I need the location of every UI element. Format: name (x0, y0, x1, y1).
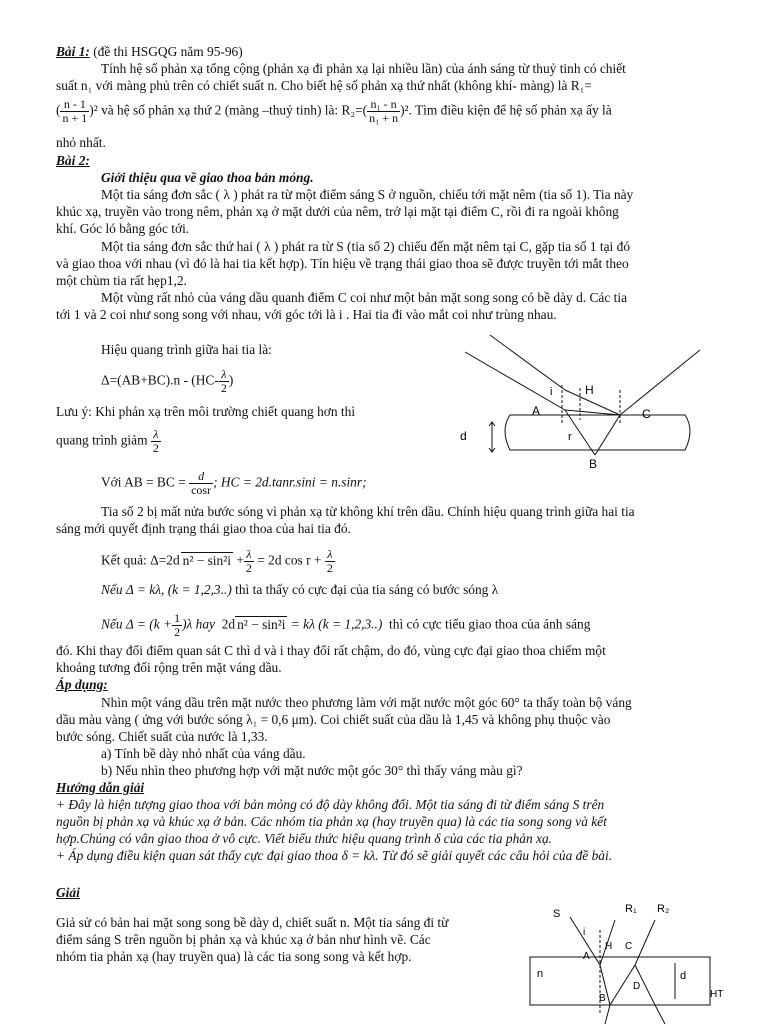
fig2-label-R2: R₂ (657, 903, 670, 915)
fig2-label-i: i (583, 927, 586, 938)
incident-ray-1 (490, 335, 565, 390)
bai2-p5a: đó. Khi thay đổi điểm quan sát C thì d và i thay đổi rất chậm, do đó, vùng cực đại giao thoa chiếm một (56, 643, 606, 658)
fig2-label-B: B (599, 993, 606, 1004)
fig2-label-d: d (680, 970, 687, 982)
r2-fraction: $\frac{\text{n₁ - n}}{\text{n₁ + n}}$ (369, 97, 399, 125)
solution-heading: Giải (56, 885, 80, 900)
fig1-label-d: d (460, 429, 467, 443)
bai2-p3a: Một vùng rất nhỏ của váng dầu quanh điểm C coi như một bản mặt song song có bề dày d. Các tia (101, 290, 628, 305)
solution-line1: Giả sử có bản hai mặt song song bề dày d, chiết suất n. Một tia sáng đi từ (56, 915, 449, 930)
apply-line3: bước sóng. Chiết suất của nước là 1,33. (56, 729, 268, 744)
bai2-p2a: Một tia sáng đơn sắc thứ hai ( λ ) phát ra từ S (tia số 2) chiếu đến mặt nêm tại C, gặp tia số 1 tại đó (101, 239, 631, 254)
fig2-label-A: A (583, 951, 590, 962)
internal-reflect (610, 965, 635, 1005)
guide-heading: Hướng dẫn giải (56, 780, 145, 795)
guide-line4: + Áp dụng điều kiện quan sát thấy cực đại giao thoa δ = kλ. Từ đó sẽ giải quyết các câu hỏi của đề bài. (56, 848, 613, 863)
bai2-p4a: Tia số 2 bị mất nửa bước sóng vì phản xạ từ không khí trên dầu. Chính hiệu quang trình giữa hai tia (101, 504, 635, 519)
incident-ray-2 (465, 352, 565, 410)
solution-line3: nhóm tia phản xạ (hay truyền qua) là các tia song song và kết hợp. (56, 949, 412, 964)
question-a: a) Tính bề dày nhỏ nhất của váng dầu. (101, 746, 306, 761)
condition-min: Nếu Δ = (k + $\frac{1}{2}$ )λ hay 2d n² − sin²i = kλ (k = 1,2,3..) thì có cực tiểu giao thoa của ánh sáng (101, 611, 591, 639)
bai2-heading: Bài 2: (56, 153, 90, 168)
bai2-p4b: sáng mới quyết định trạng thái giao thoa của hai tia đó. (56, 521, 351, 536)
bai1-source: (đề thi HSGQG năm 95-96) (89, 44, 243, 59)
bai2-p5b: khoảng tương đối rộng trên mặt váng dầu. (56, 660, 282, 675)
fig2-label-n: n (537, 968, 544, 980)
transmitted-1 (605, 1005, 610, 1024)
outgoing-ray (620, 350, 700, 415)
fig1-label-C: C (642, 407, 651, 421)
bai1-header-line (56, 44, 243, 60)
fig2-label-R1: R₁ (625, 903, 637, 915)
bai1-heading: Bài 1: (56, 44, 90, 59)
reflected-ray-bc (595, 415, 620, 455)
fig1-label-B: B (589, 457, 598, 471)
solution-line2: điểm sáng S trên nguồn bị phản xạ và khúc xạ ở bản như hình vẽ. Các (56, 932, 431, 947)
condition-max: Nếu Δ = kλ, (k = 1,2,3..) thì ta thấy có cực đại của tia sáng có bước sóng λ (101, 582, 499, 597)
transmitted-2 (655, 1005, 665, 1024)
multi-reflection-diagram (525, 895, 750, 1024)
bai2-subtitle: Giới thiệu qua về giao thoa bản mỏng. (101, 170, 314, 185)
fig2-label-S: S (553, 908, 561, 920)
fig2-label-HT: HT (710, 989, 724, 1000)
fig2-label-D: D (633, 981, 641, 992)
thin-film-diagram (450, 330, 730, 475)
guide-line2: nguồn bị phản xạ và khúc xạ ở bản. Các nhóm tia phản xạ (hay truyền qua) là các tia song song và kết (56, 814, 607, 829)
bai1-line3: ( $\frac{n - 1}{n + 1}$ )² và hệ số phản xạ thứ 2 (màng –thuỷ tinh) là: R₂=( $\frac{\text{n₁ - n}}{\text{n₁ + n}}$ )². Tìm điều kiện để hệ số phản xạ ấy là (56, 97, 612, 125)
r1-fraction: $\frac{n - 1}{n + 1}$ (62, 97, 88, 125)
bai1-line4: nhỏ nhất. (56, 135, 106, 150)
bai2-p2c: một chùm tia rất hẹp1,2. (56, 273, 187, 288)
fig1-label-i: i (550, 386, 553, 398)
result-formula: Kết quả: Δ=2d n² − sin²i + $\frac{\lambda}{2}$ = 2d cos r + $\frac{\lambda}{2}$ (101, 547, 333, 575)
bai2-p1c: khí. Góc ló bằng góc tới. (56, 221, 190, 236)
path-diff-label: Hiệu quang trình giữa hai tia là: (101, 342, 272, 357)
bai2-p3b: tới 1 và 2 coi như song song với nhau, với góc tới là i . Hai tia đi vào mắt coi như trùng nhau. (56, 307, 557, 322)
film-outline (505, 415, 690, 450)
guide-line1: + Đây là hiện tượng giao thoa với bản mỏng có độ dày không đổi. Một tia sáng đi từ điểm sáng S trên (56, 797, 605, 812)
apply-heading: Áp dụng: (56, 677, 108, 692)
fig1-label-A: A (532, 404, 541, 418)
delta-formula: Δ=(AB+BC).n - (HC- $\frac{\lambda}{2}$ ) (101, 367, 234, 395)
bai2-p1b: khúc xạ, truyền vào trong nêm, phản xạ ở mặt dưới của nêm, trở lại mặt tại điểm C, rồi đi ra ngoài không (56, 204, 619, 219)
ab-bc-formula: Với AB = BC = $\frac{d}{\cos r}$ ; HC = 2d.tanr.sini = n.sinr; (101, 469, 367, 497)
fig2-label-C: C (625, 941, 633, 952)
reflected-ray-r2 (635, 920, 655, 965)
fig1-label-H: H (585, 383, 594, 397)
bai1-line1: Tính hệ số phản xạ tổng cộng (phản xạ đi phản xạ lại nhiều lần) của ánh sáng từ thuỷ tinh có chiết (101, 61, 626, 76)
fig1-label-r: r (568, 431, 572, 443)
bai2-p1a: Một tia sáng đơn sắc ( λ ) phát ra từ một điểm sáng S ở nguồn, chiếu tới mặt nêm (tia số 1). Tia này (101, 187, 634, 202)
note-line-a: Lưu ý: Khi phản xạ trên môi trường chiết quang hơn thì (56, 404, 356, 419)
apply-line1: Nhìn một váng dầu trên mặt nước theo phương làm với mặt nước một góc 60° ta thấy toàn bộ váng (101, 695, 632, 710)
bai2-p2b: và giao thoa với nhau (vì đó là hai tia kết hợp). Tín hiệu về trạng thái giao thoa sẽ được truyền tới mắt theo (56, 256, 629, 271)
question-b: b) Nếu nhìn theo phương hợp với mặt nước một góc 30° thì thấy váng màu gì? (101, 763, 523, 778)
guide-line3: hợp.Chúng có vân giao thoa ở vô cực. Viết biểu thức hiệu quang trình δ của các tia phản xạ. (56, 831, 553, 846)
apply-line2: dầu màu vàng ( ứng với bước sóng λ₁ = 0,6 μm). Coi chiết suất của dầu là 1,45 và không phụ thuộc vào (56, 712, 611, 727)
bai1-line2: suất n₁ với màng phủ trên có chiết suất n. Cho biết hệ số phản xạ thứ nhất (không khí- màng) là R₁= (56, 78, 592, 93)
fig2-label-H: H (605, 941, 613, 952)
note-line-b: quang trình giảm $\frac{\lambda}{2}$ (56, 427, 159, 455)
